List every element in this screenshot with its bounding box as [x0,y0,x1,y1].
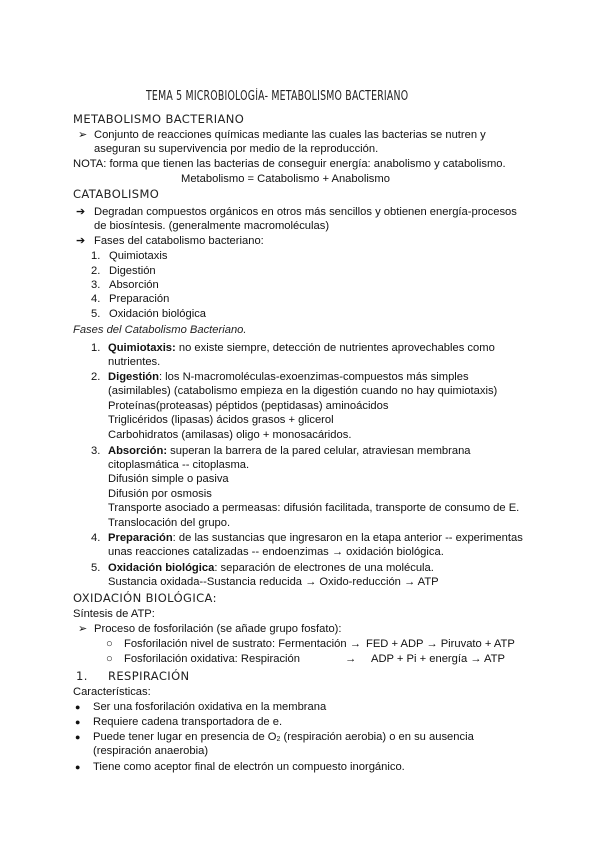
term: Quimiotaxis: [108,342,176,354]
paragraph-line: Conjunto de reacciones químicas mediante las cuales las bacterias se nutren y [94,129,486,141]
circle-bullet-icon: ○ [106,638,113,650]
dot-bullet-icon: ● [75,732,81,742]
term-description: superan la barrera de la pared celular, atraviesan membrana [167,445,471,457]
arrow-bullet-icon: ➔ [76,235,86,247]
formula-line: Metabolismo = Catabolismo + Anabolismo [181,173,390,185]
term: Digestión [108,371,159,383]
arrowhead-bullet-icon: ➢ [78,129,88,141]
dot-bullet-icon: ● [75,762,81,772]
paragraph-line: Translocación del grupo. [108,517,231,529]
paragraph-line [108,341,495,355]
paragraph-line: (asimilables) (catabolismo empieza en la digestión cuando no hay quimiotaxis) [108,385,498,397]
paragraph-line: unas reacciones catalizadas -- endoenzimas → oxidación biológica. [108,546,444,558]
paragraph-line: Difusión simple o pasiva [108,473,229,485]
paragraph-line: Tiene como aceptor final de electrón un compuesto inorgánico. [93,761,405,773]
list-number: 2. [91,371,101,383]
section-heading-catabolismo: CATABOLISMO [73,187,160,201]
page-title: TEMA 5 MICROBIOLOGÍA- METABOLISMO BACTERIANO [146,89,409,104]
paragraph-line: ADP + Pi + energía → ATP [371,653,505,665]
text-run: Puede tener lugar en presencia de O [93,731,277,743]
paragraph-line: (respiración anaerobia) [93,745,209,757]
term-description: : separación de electrones de una molécula. [214,562,434,574]
arrow-bullet-icon: ➔ [76,206,86,218]
circle-bullet-icon: ○ [106,653,113,665]
paragraph-line: de biosíntesis. (generalmente macromoléculas) [94,220,330,232]
paragraph-line: citoplasmática -- citoplasma. [108,459,250,471]
list-number: 2. [91,265,101,277]
list-number: 5. [91,308,101,320]
subheading: Características: [73,686,151,698]
list-number: 1. [91,342,101,354]
paragraph-line: Carbohidratos (amilasas) oligo + monosacáridos. [108,429,352,441]
list-number: 5. [91,562,101,574]
paragraph-line: Difusión por osmosis [108,488,212,500]
list-item: Digestión [109,265,156,277]
list-number: 3. [91,279,101,291]
paragraph-line: Fosforilación oxidativa: Respiración [124,653,300,665]
term: Absorción: [108,445,168,457]
term: Oxidación biológica [108,562,215,574]
list-number: 4. [91,293,101,305]
paragraph-line: nutrientes. [108,356,161,368]
list-item: Absorción [109,279,159,291]
paragraph-line [108,531,523,545]
subheading: Síntesis de ATP: [73,608,155,620]
list-number: 1. [91,250,101,262]
arrowhead-bullet-icon: ➢ [78,623,88,635]
paragraph-line: Transporte asociado a permeasas: difusión facilitada, transporte de consumo de E. [108,502,520,514]
text-run: (respiración aerobia) o en su ausencia [280,731,474,743]
paragraph-line: aseguran su supervivencia por medio de la reproducción. [94,143,379,155]
list-item: Oxidación biológica [109,308,207,320]
paragraph-line: Fosforilación nivel de sustrato: Fermentación → [124,638,361,650]
section-heading-metabolismo: METABOLISMO BACTERIANO [73,112,245,126]
term: Preparación [108,532,173,544]
paragraph-line: Ser una fosforilación oxidativa en la membrana [93,701,327,713]
paragraph-line: Requiere cadena transportadora de e. [93,716,283,728]
paragraph-line: Proteínas(proteasas) péptidos (peptidasas) aminoácidos [108,400,389,412]
paragraph-line: Fases del catabolismo bacteriano: [94,235,264,247]
term-description: : de las sustancias que ingresaron en la etapa anterior -- experimentas [172,532,523,544]
list-item: Preparación [109,293,170,305]
arrow-glyph: → [345,653,357,665]
dot-bullet-icon: ● [75,717,81,727]
nota-line: NOTA: forma que tienen las bacterias de conseguir energía: anabolismo y catabolismo. [73,158,506,170]
list-item: Quimiotaxis [109,250,168,262]
term-description: no existe siempre, detección de nutrientes aprovechables como [175,342,495,354]
paragraph-line: Proceso de fosforilación (se añade grupo fosfato): [94,623,342,635]
paragraph-line: FED + ADP → Piruvato + ATP [366,638,515,650]
list-number: 1. [76,669,88,683]
paragraph-line: Triglicéridos (lipasas) ácidos grasos + glicerol [108,414,334,426]
term-description: : los N-macromoléculas-exoenzimas-compuestos más simples [158,371,469,383]
list-number: 3. [91,445,101,457]
paragraph-line: Degradan compuestos orgánicos en otros más sencillos y obtienen energía-procesos [94,206,517,218]
section-heading-respiracion: RESPIRACIÓN [108,669,190,683]
section-heading-oxidacion: OXIDACIÓN BIOLÓGICA: [73,591,217,605]
paragraph-line [108,370,469,384]
section-heading-fases: Fases del Catabolismo Bacteriano. [73,324,247,336]
paragraph-line [108,444,471,458]
dot-bullet-icon: ● [75,702,81,712]
list-number: 4. [91,532,101,544]
paragraph-line [108,561,434,575]
subscript: 2 [276,736,281,743]
paragraph-line: Sustancia oxidada--Sustancia reducida → Oxido-reducción → ATP [108,576,439,588]
